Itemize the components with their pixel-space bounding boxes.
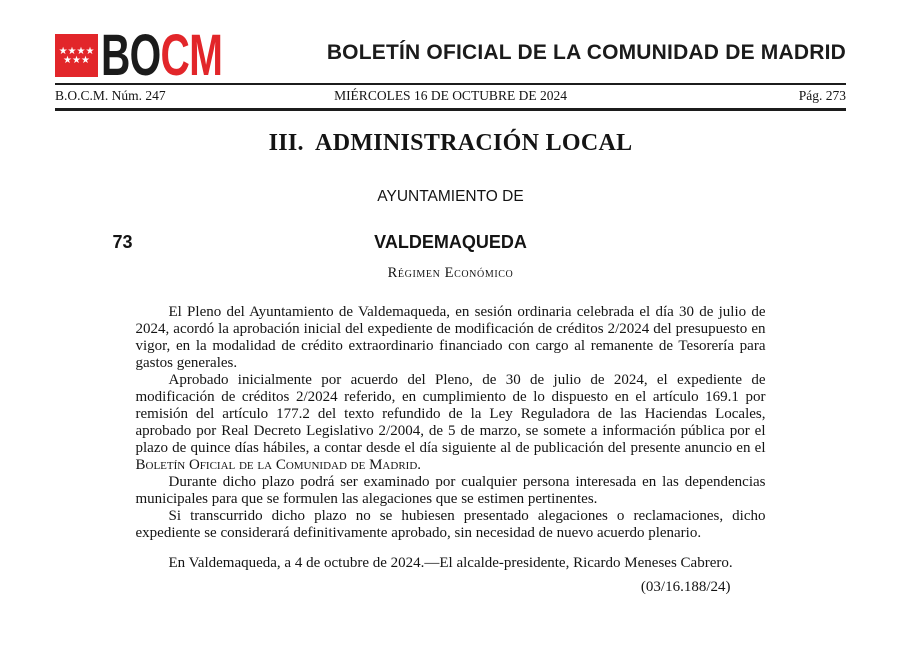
paragraph [136,474,766,508]
paragraph-smallcaps-text: Boletín Oficial de la Comunidad de Madrid [135,457,418,473]
municipality-row [112,232,766,252]
announcement-body [136,304,766,572]
header-rule-bottom [55,108,846,111]
paragraph-text: El Pleno del Ayuntamiento de Valdemaqueda, en sesión ordinaria celebrada el día 30 de julio de 2024, acordó la aprobación inicial del expediente de modificación de créditos 2/2024 del presupuesto en vigor, en la modalidad de crédito extraordinario financiado con cargo al remanente de Tesorería para gastos generales. [135,304,766,371]
paragraph-text: Durante dicho plazo podrá ser examinado por cualquier persona interesada en las dependencias municipales para que se formulen las alegaciones que se estimen pertinentes. [135,474,766,507]
masthead [55,0,846,88]
municipality-name: VALDEMAQUEDA [374,232,527,252]
flag-stars-bottom: ★★★ [63,54,90,66]
logo-wordmark [101,23,223,88]
section-heading: III. ADMINISTRACIÓN LOCAL [268,130,633,156]
page-number: Pág. 273 [798,88,846,103]
issue-info-bar [55,85,846,108]
entity-type: AYUNTAMIENTO DE [377,188,524,205]
paragraph-text: Si transcurrido dicho plazo no se hubiesen presentado alegaciones o reclamaciones, dicho expediente se considerará definitivamente aprobado, sin necesidad de nuevo acuerdo plenario. [135,508,766,541]
paragraph [136,304,766,372]
paragraph [136,372,766,474]
announcement [112,130,766,596]
issue-number: B.O.C.M. Núm. 247 [55,88,166,103]
bulletin-title: BOLETÍN OFICIAL DE LA COMUNIDAD DE MADRID [326,41,846,64]
paragraph-text: Aprobado inicialmente por acuerdo del Pleno, de 30 de julio de 2024, el expediente de modificación de créditos 2/2024 referido, en cumplimiento de lo dispuesto en el artículo 169.1 por remisión del artículo 177.2 del texto refundido de la Ley Reguladora de las Haciendas Locales, aprobado por Real Decreto Legislativo 2/2004, de 5 de marzo, se somete a información pública por el plazo de quince días hábiles, a contar desde el día siguiente al de publicación del presente anuncio en el [135,372,766,456]
paragraph [136,508,766,542]
bocm-logo [55,23,235,88]
paragraph-text: . [417,457,422,473]
madrid-flag-icon [55,34,98,77]
logo-text-bo: BO [101,23,161,88]
reference-code: (03/16.188/24) [640,579,731,595]
issue-date: MIÉRCOLES 16 DE OCTUBRE DE 2024 [334,88,567,103]
signature-line: En Valdemaqueda, a 4 de octubre de 2024.—El alcalde-presidente, Ricardo Meneses Cabrero. [168,555,733,571]
category-heading: Régimen Económico [387,265,514,281]
announcement-number: 73 [112,232,133,252]
flag-stars-top: ★★★★ [58,45,95,57]
logo-text-cm: CM [160,23,223,88]
